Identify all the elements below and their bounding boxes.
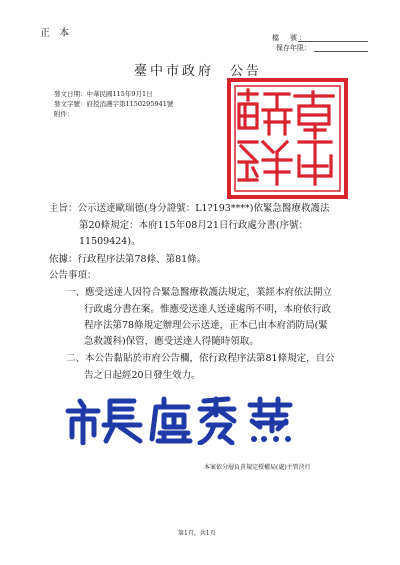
- issue-date: 發文日期：中華民國115年9月1日: [54, 90, 153, 98]
- subject-line-2: 第20條規定：本府115年08月21日行政處分書(序號：: [79, 220, 309, 231]
- document-number: 發文字號：府授消護字第1150295941號: [54, 100, 174, 108]
- copy-label: 正 本: [40, 28, 73, 39]
- attachments-label: 附件：: [54, 110, 74, 118]
- retention-label: 保存年限：: [276, 44, 311, 52]
- official-seal-icon: [225, 76, 350, 201]
- item-1-line-1: 一、應受送達人因符合緊急醫療救護法規定，業經本府依法開立: [66, 287, 333, 298]
- delegation-note: 本案依分層負責規定授權局(處)主管決行: [204, 464, 311, 471]
- basis-line: 依據：行政程序法第78條、第81條。: [49, 254, 207, 265]
- retention-line: [314, 51, 368, 52]
- item-1-line-3: 程序法第78條規定辦理公示送達，正本已由本府消防局(緊: [84, 320, 328, 331]
- item-1-line-4: 急救護科)保管，應受送達人得隨時領取。: [84, 336, 259, 347]
- item-2-line-1: 二、本公告黏貼於市府公告欄，依行政程序法第81條規定，自公: [66, 353, 335, 364]
- subject-line-1: 主旨：公示送達歐瑞德(身分證號：L1?193****)依緊急醫療救護法: [49, 203, 330, 214]
- items-label: 公告事項：: [49, 270, 97, 281]
- file-number-line: [298, 41, 368, 42]
- document-title: 臺中市政府 公告: [134, 64, 263, 79]
- page-number: 第1頁，共1頁: [178, 530, 216, 537]
- subject-line-3: 11509424)。: [79, 236, 141, 247]
- item-1-line-2: 行政處分書在案。惟應受送達人送達處所不明，本府依行政: [84, 304, 332, 315]
- file-number-label: 檔 號：: [272, 34, 308, 42]
- mayor-signature-stamp: [64, 395, 310, 445]
- item-2-line-2: 告之日起經20日發生效力。: [84, 370, 201, 381]
